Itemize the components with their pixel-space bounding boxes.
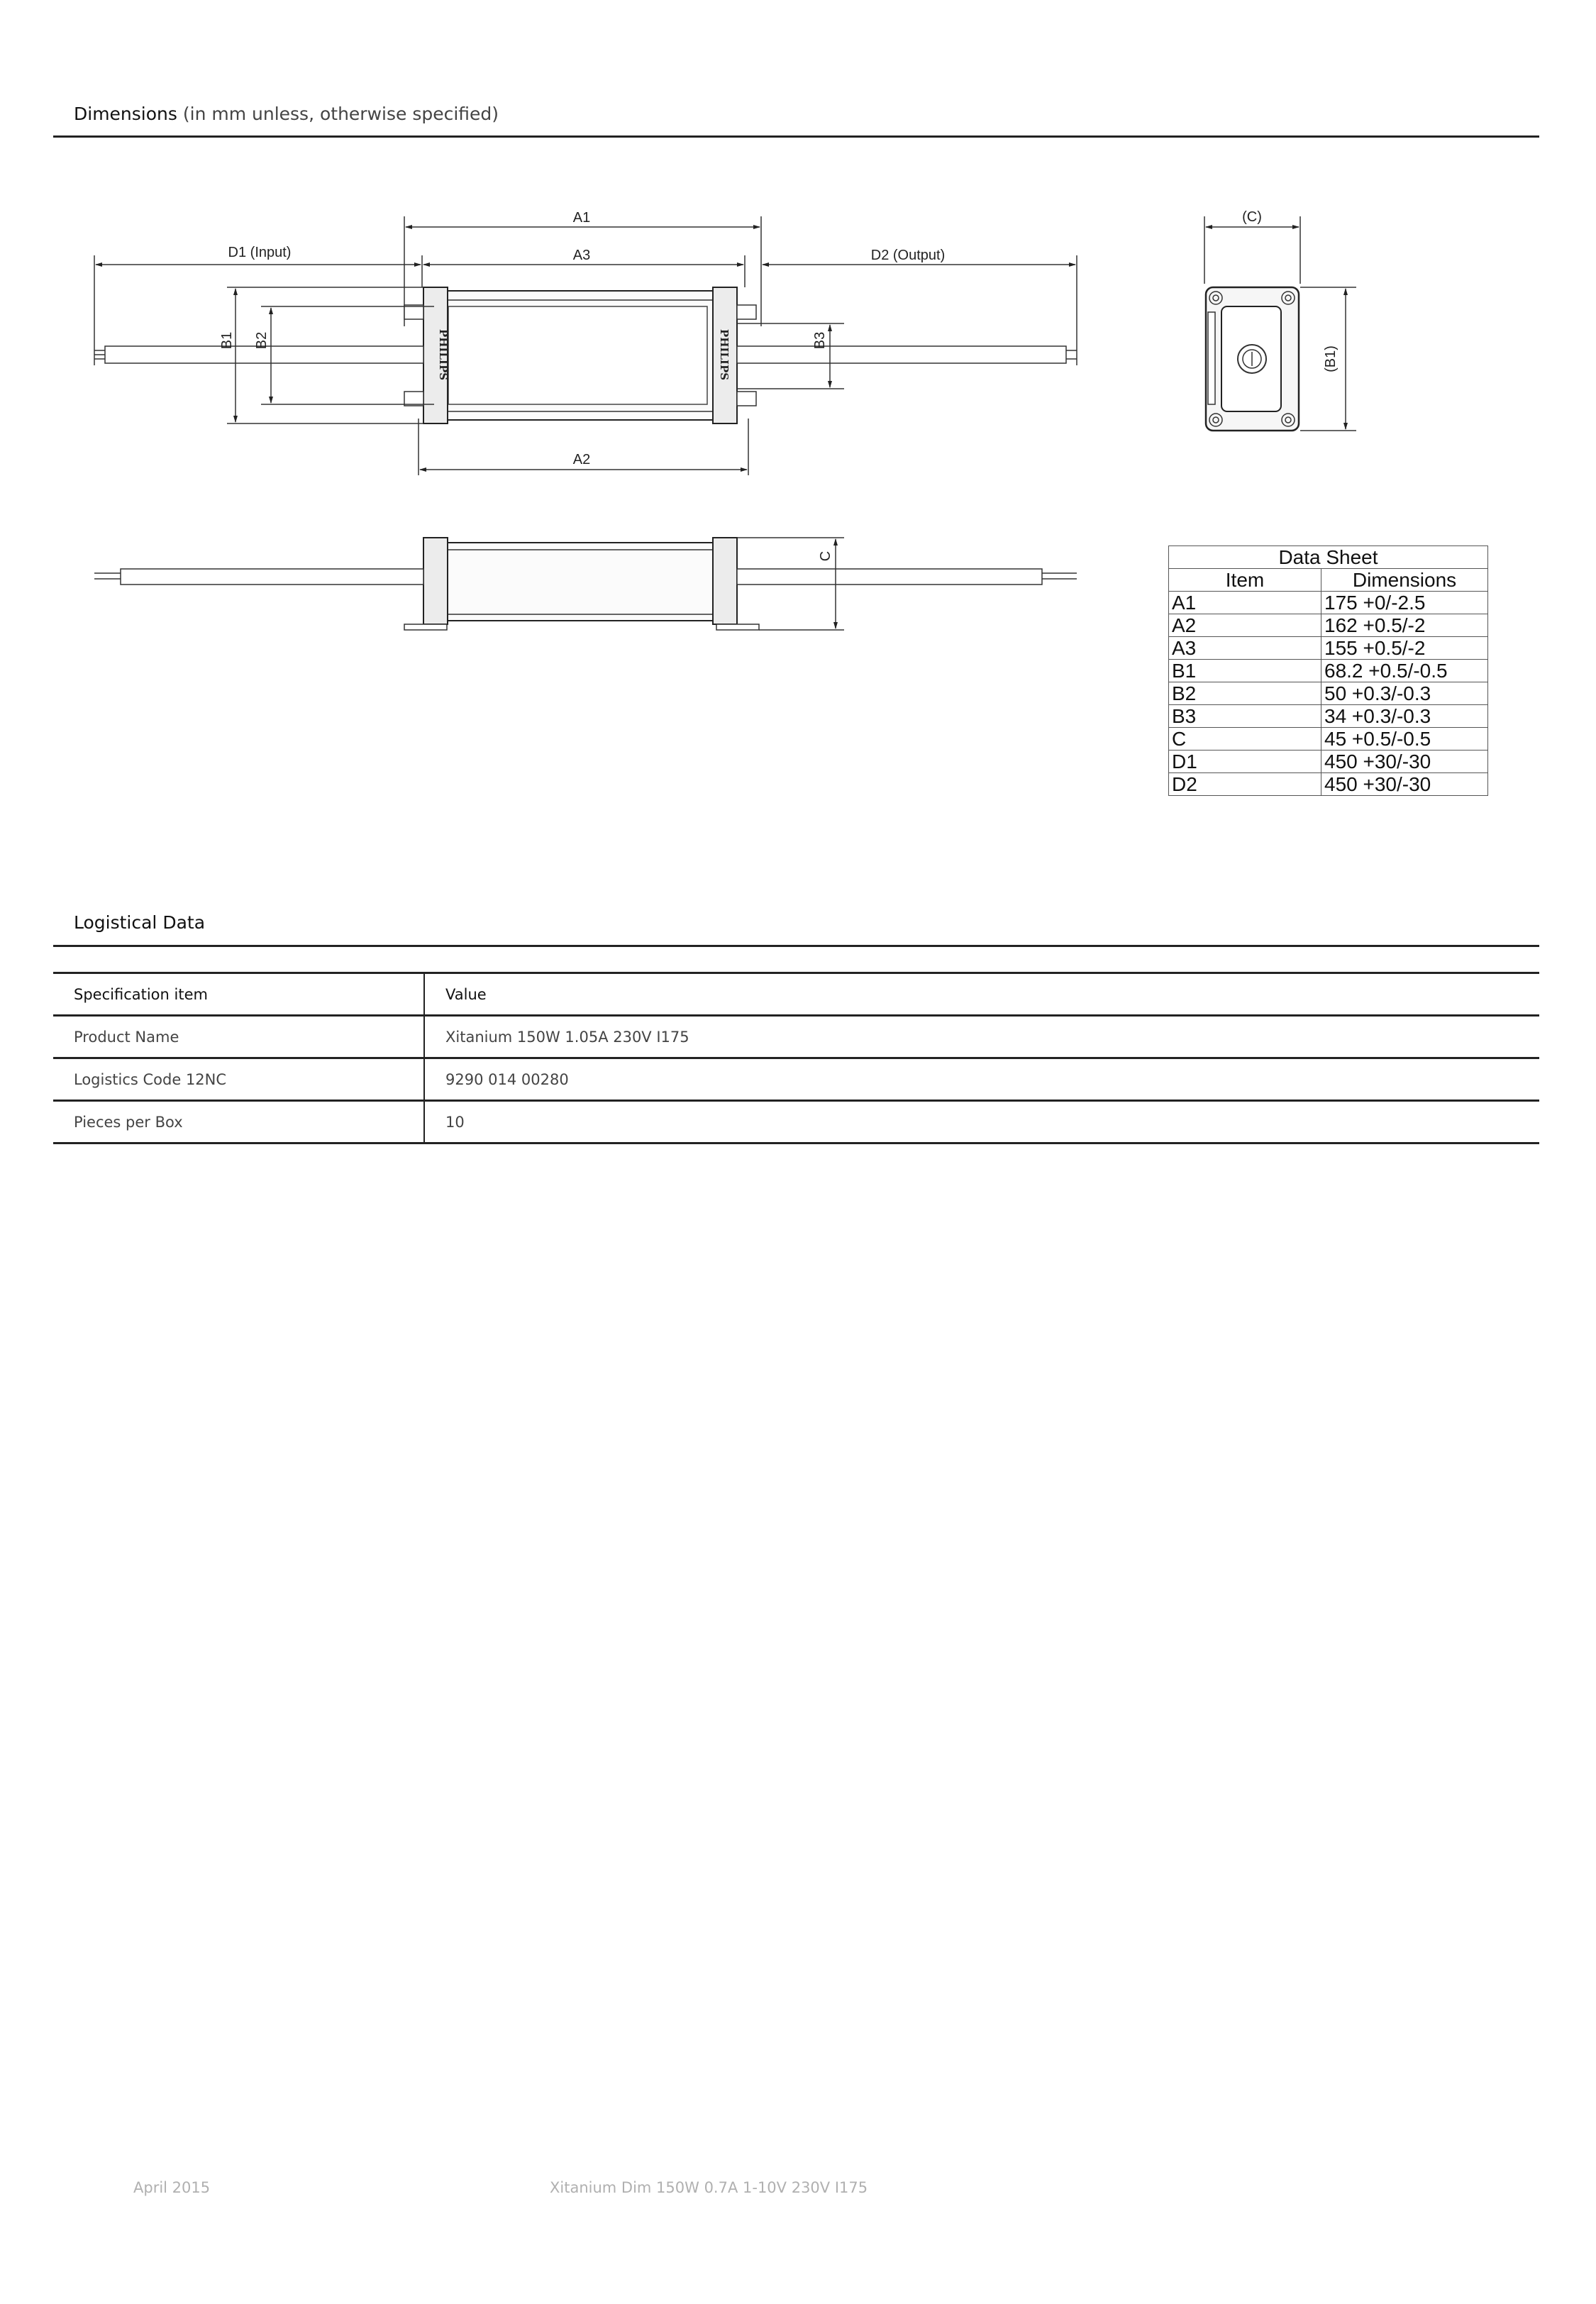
data-sheet-item: A2	[1169, 614, 1321, 637]
data-sheet-row	[1169, 682, 1488, 705]
spec-value: 9290 014 00280	[424, 1058, 1539, 1101]
data-sheet-row	[1169, 751, 1488, 773]
data-sheet-row	[1169, 660, 1488, 682]
label-b1: B1	[219, 331, 235, 350]
data-sheet-item: B2	[1169, 682, 1321, 705]
data-sheet-title: Data Sheet	[1169, 546, 1488, 569]
data-sheet-row	[1169, 592, 1488, 614]
logistical-title: Logistical Data	[74, 912, 206, 933]
data-sheet-item: B3	[1169, 705, 1321, 728]
side-view	[94, 538, 1077, 630]
logistical-rule	[53, 945, 1539, 947]
data-sheet-item: A3	[1169, 637, 1321, 660]
data-sheet-row	[1169, 728, 1488, 751]
data-sheet-item: A1	[1169, 592, 1321, 614]
data-sheet-value: 450 +30/-30	[1321, 773, 1488, 796]
data-sheet-value: 68.2 +0.5/-0.5	[1321, 660, 1488, 682]
dimensions-title: Dimensions	[74, 104, 177, 124]
footer-date: April 2015	[133, 2179, 211, 2196]
data-sheet-value: 155 +0.5/-2	[1321, 637, 1488, 660]
data-sheet-value: 34 +0.3/-0.3	[1321, 705, 1488, 728]
label-d1: D1 (Input)	[228, 245, 292, 260]
table-row	[53, 1101, 1539, 1143]
footer-product: Xitanium Dim 150W 0.7A 1-10V 230V I175	[550, 2179, 868, 2196]
label-b2: B2	[254, 331, 270, 350]
data-sheet-item: B1	[1169, 660, 1321, 682]
label-c: C	[818, 550, 833, 562]
label-c-side: (C)	[1242, 209, 1262, 225]
data-sheet-row	[1169, 614, 1488, 637]
spec-item: Pieces per Box	[53, 1101, 424, 1143]
data-sheet-table	[1168, 545, 1488, 796]
data-sheet-value: 50 +0.3/-0.3	[1321, 682, 1488, 705]
label-a1: A1	[572, 210, 591, 226]
data-sheet-value: 45 +0.5/-0.5	[1321, 728, 1488, 751]
dimensions-subtitle: (in mm unless, otherwise specified)	[182, 104, 499, 124]
data-sheet-value: 175 +0/-2.5	[1321, 592, 1488, 614]
brand-logo-left: PHILIPS	[437, 328, 450, 381]
data-sheet-header-dimensions: Dimensions	[1321, 569, 1488, 592]
spec-item: Logistics Code 12NC	[53, 1058, 424, 1101]
data-sheet-item: D1	[1169, 751, 1321, 773]
table-row	[53, 1058, 1539, 1101]
data-sheet-value: 450 +30/-30	[1321, 751, 1488, 773]
data-sheet-item: D2	[1169, 773, 1321, 796]
logistical-header-row	[53, 973, 1539, 1016]
data-sheet-row	[1169, 773, 1488, 796]
label-b1-side: (B1)	[1323, 345, 1339, 372]
data-sheet-value: 162 +0.5/-2	[1321, 614, 1488, 637]
logistical-header-value: Value	[424, 973, 1539, 1016]
logistical-heading	[74, 912, 205, 933]
label-b3: B3	[812, 331, 828, 350]
data-sheet-item: C	[1169, 728, 1321, 751]
logistical-table	[53, 972, 1539, 1144]
spec-value: Xitanium 150W 1.05A 230V I175	[424, 1016, 1539, 1058]
table-row	[53, 1016, 1539, 1058]
brand-logo-right: PHILIPS	[718, 328, 731, 381]
label-a3: A3	[572, 248, 591, 263]
data-sheet-row	[1169, 705, 1488, 728]
data-sheet-row	[1169, 637, 1488, 660]
data-sheet-header-item: Item	[1169, 569, 1321, 592]
label-a2: A2	[572, 452, 591, 467]
logistical-header-spec: Specification item	[53, 973, 424, 1016]
end-view	[1204, 216, 1356, 431]
spec-value: 10	[424, 1101, 1539, 1143]
spec-item: Product Name	[53, 1016, 424, 1058]
label-d2: D2 (Output)	[870, 248, 946, 263]
